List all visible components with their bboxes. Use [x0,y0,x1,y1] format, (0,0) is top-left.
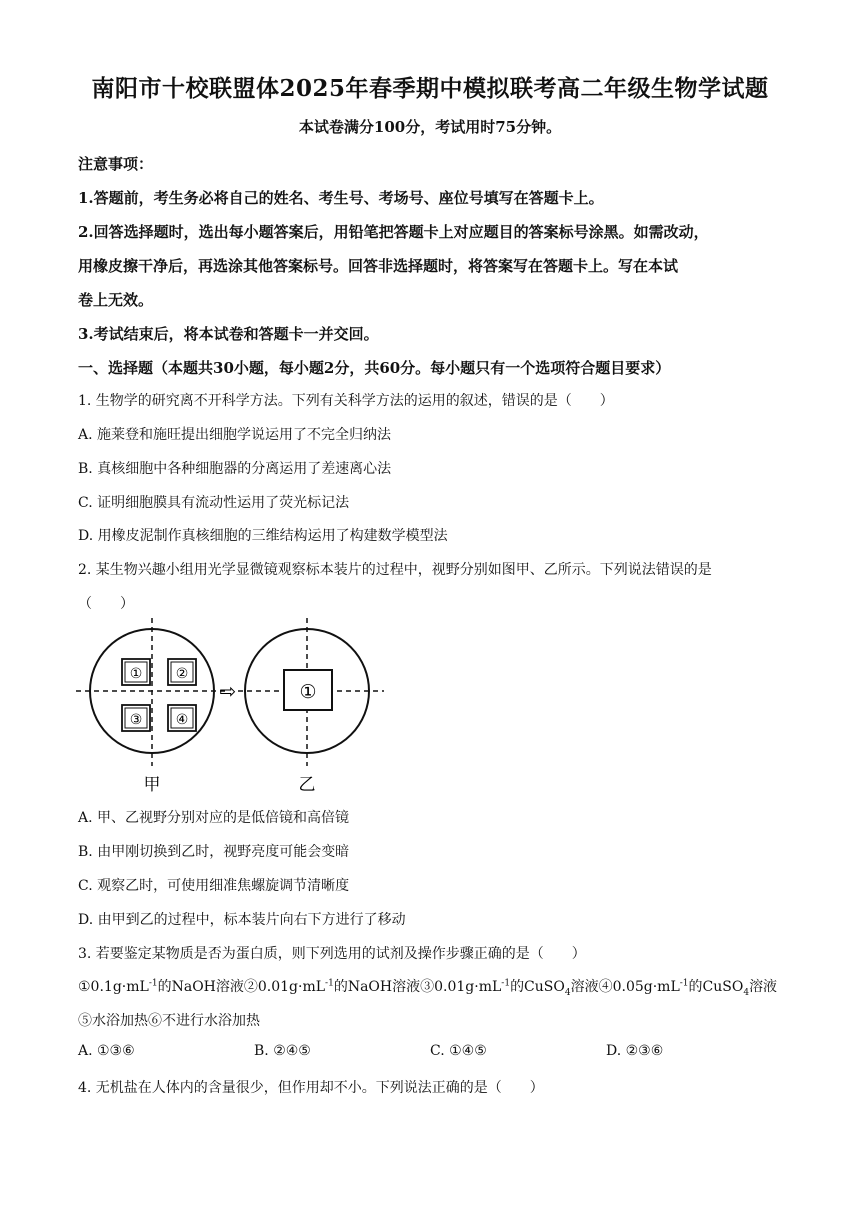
cell-label-2: ② [175,666,189,682]
question-3-reagents-line-1: $①0.1g\cdot mL^{-1}$的NaOH溶液$②0.01g\cdot mL^{-1}$的NaOH溶液$③0.01g\cdot mL^{-1}$的CuSO$_4$溶液$④0.05g\cdot mL^{-1}$的CuSO$_4$溶液 [78,978,778,998]
section-heading: 一、选择题（本题共30小题，每小题2分，共60分。每小题只有一个选项符合题目要求） [78,359,671,377]
question-1-option-a: A. 施莱登和施旺提出细胞学说运用了不完全归纳法 [78,427,392,443]
question-3-stem: 3. 若要鉴定某物质是否为蛋白质，则下列选用的试剂及操作步骤正确的是（ ） [78,946,586,962]
question-1-option-c: C. 证明细胞膜具有流动性运用了荧光标记法 [78,495,350,511]
cell-label-4: ④ [175,712,189,728]
figure-label-yi: 乙 [298,775,316,795]
question-2-stem-line-2: （ ） [78,596,134,612]
cell-label-3: ③ [129,712,143,728]
question-3-option-c: C. ①④⑤ [430,1043,487,1059]
question-2-option-c: C. 观察乙时，可使用细准焦螺旋调节清晰度 [78,878,350,894]
figure-label-jia: 甲 [143,775,161,795]
note-item-2-line-1: 2.回答选择题时，选出每小题答案后，用铅笔把答题卡上对应题目的答案标号涂黑。如需改动， [78,223,709,241]
question-3-option-a: A. ①③⑥ [78,1043,135,1059]
question-2-option-a: A. 甲、乙视野分别对应的是低倍镜和高倍镜 [78,810,350,826]
notes-heading: 注意事项： [78,155,154,173]
field-jia [76,618,228,795]
note-item-2-line-3: 卷上无效。 [78,291,154,309]
question-2-option-b: B. 由甲刚切换到乙时，视野亮度可能会变暗 [78,844,350,860]
question-1-option-b: B. 真核细胞中各种细胞器的分离运用了差速离心法 [78,461,392,477]
question-2-stem-line-1: 2. 某生物兴趣小组用光学显微镜观察标本装片的过程中，视野分别如图甲、乙所示。下列说法错误的是 [78,562,712,578]
question-1-stem: 1. 生物学的研究离不开科学方法。下列有关科学方法的运用的叙述，错误的是（ ） [78,393,614,409]
note-item-1: 1.答题前，考生务必将自己的姓名、考生号、考场号、座位号填写在答题卡上。 [78,189,604,207]
question-3-reagents-line-2: ⑤水浴加热⑥不进行水浴加热 [78,1013,260,1029]
note-item-2-line-2: 用橡皮擦干净后，再选涂其他答案标号。回答非选择题时，将答案写在答题卡上。写在本试 [78,257,679,275]
note-item-3: 3.考试结束后，将本试卷和答题卡一并交回。 [78,325,379,343]
transition-arrow-icon: ⇨ [219,679,237,703]
magnified-cell-label: ① [299,681,317,703]
question-4-stem: 4. 无机盐在人体内的含量很少，但作用却不小。下列说法正确的是（ ） [78,1080,544,1096]
microscope-field-diagram [76,618,396,798]
page-title: 南阳市十校联盟体2025年春季期中模拟联考高二年级生物学试题 [91,75,769,102]
cell-label-1: ① [129,666,143,682]
microscope-field-figure [76,618,396,802]
question-1-option-d: D. 用橡皮泥制作真核细胞的三维结构运用了构建数学模型法 [78,528,448,544]
question-3-option-b: B. ②④⑤ [254,1043,311,1059]
field-yi [238,618,384,795]
question-3-option-d: D. ②③⑥ [606,1043,664,1059]
page-subtitle: 本试卷满分100分，考试用时75分钟。 [298,118,562,136]
question-2-option-d: D. 由甲到乙的过程中，标本装片向右下方进行了移动 [78,912,406,928]
